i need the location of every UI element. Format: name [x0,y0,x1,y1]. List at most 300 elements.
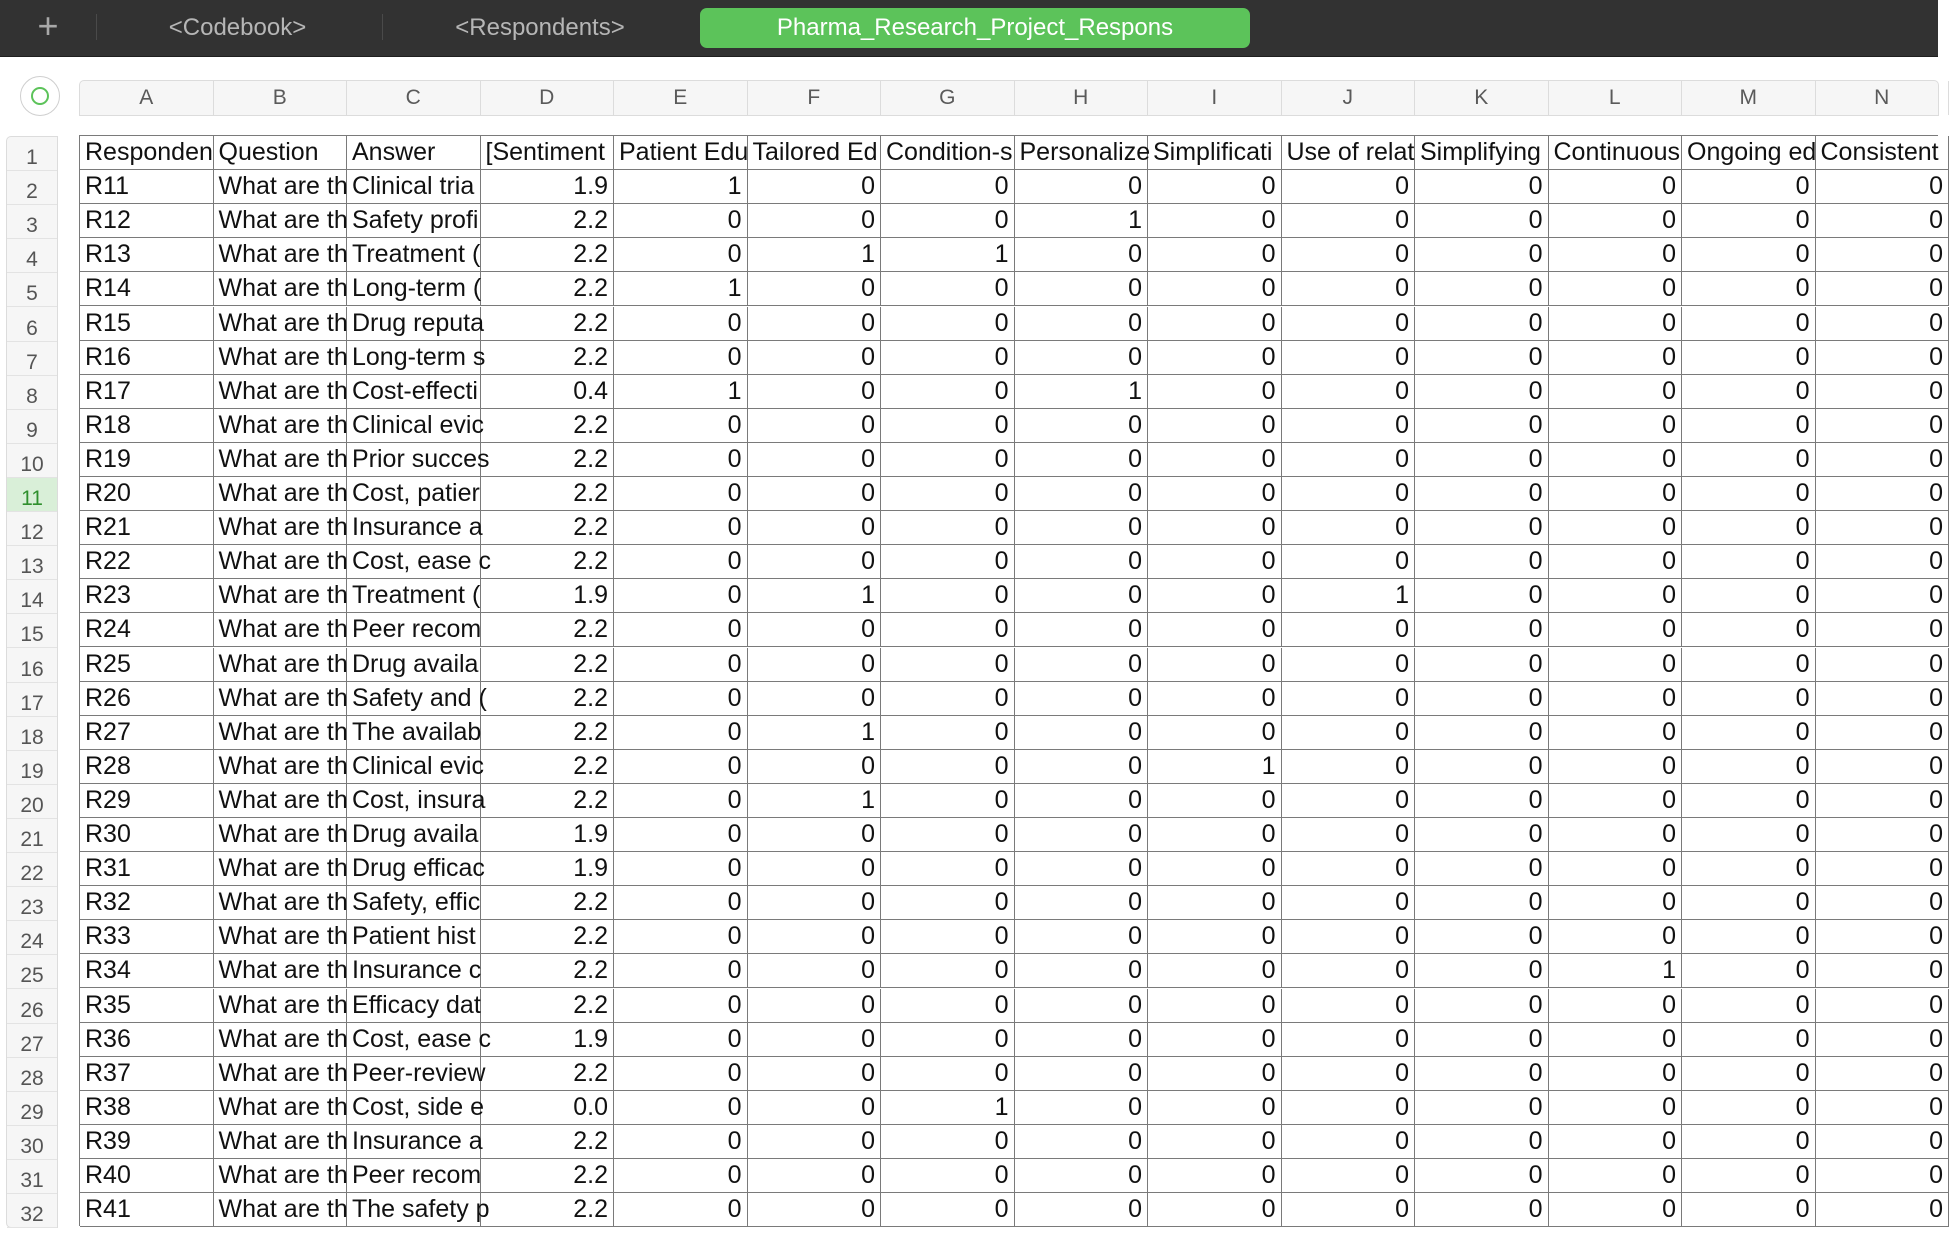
table-cell[interactable]: The availab [347,716,481,750]
table-cell[interactable]: Drug reputa [347,307,481,341]
table-cell[interactable]: 0 [1682,682,1816,716]
table-cell[interactable]: 0 [1282,511,1416,545]
table-cell[interactable]: 0 [614,886,748,920]
table-cell[interactable]: 0 [1816,341,1949,375]
table-cell[interactable]: R39 [80,1125,214,1159]
row-header-27[interactable]: 27 [7,1024,57,1058]
table-cell[interactable]: 0 [614,648,748,682]
table-cell[interactable]: 0 [1015,852,1149,886]
table-cell[interactable]: Clinical evic [347,750,481,784]
column-header-n[interactable]: N [1816,81,1949,115]
table-cell[interactable]: Efficacy dat [347,989,481,1023]
table-cell[interactable]: 0 [881,341,1015,375]
table-cell[interactable]: Drug availa [347,818,481,852]
table-cell[interactable]: Peer recom [347,1159,481,1193]
table-cell[interactable]: 1 [748,238,882,272]
table-cell[interactable]: 0 [881,682,1015,716]
column-title-i[interactable]: Simplificati [1148,136,1282,170]
table-cell[interactable]: 0 [1682,1193,1816,1227]
column-header-b[interactable]: B [214,81,348,115]
table-cell[interactable]: 1 [881,1091,1015,1125]
add-sheet-button[interactable]: + [28,6,68,46]
table-cell[interactable]: 0 [614,579,748,613]
table-cell[interactable]: 0 [1015,238,1149,272]
table-cell[interactable]: 0 [1549,1159,1683,1193]
row-header-8[interactable]: 8 [7,376,57,410]
table-cell[interactable]: 0 [1015,648,1149,682]
table-cell[interactable]: 0 [1282,954,1416,988]
table-cell[interactable]: 0 [1282,1023,1416,1057]
table-cell[interactable]: 2.2 [481,750,615,784]
table-cell[interactable]: 0 [1816,511,1949,545]
table-cell[interactable]: R31 [80,852,214,886]
table-cell[interactable]: 0 [1282,1125,1416,1159]
table-cell[interactable]: 0 [1282,545,1416,579]
table-cell[interactable]: 0 [1015,477,1149,511]
table-cell[interactable]: 0 [1282,341,1416,375]
table-cell[interactable]: 0 [1816,954,1949,988]
table-cell[interactable]: 0 [1682,954,1816,988]
table-cell[interactable]: 0 [614,1057,748,1091]
table-cell[interactable]: 0 [748,341,882,375]
table-cell[interactable]: 0 [1415,1125,1549,1159]
table-cell[interactable]: 2.2 [481,716,615,750]
table-cell[interactable]: 0 [1415,170,1549,204]
table-cell[interactable]: Safety profi [347,204,481,238]
table-cell[interactable]: 0 [1415,648,1549,682]
table-cell[interactable]: 1.9 [481,852,615,886]
table-cell[interactable]: What are th [214,204,348,238]
table-cell[interactable]: 0 [1148,886,1282,920]
table-cell[interactable]: 0 [1415,716,1549,750]
table-cell[interactable]: What are th [214,648,348,682]
table-cell[interactable]: 2.2 [481,511,615,545]
column-header-c[interactable]: C [347,81,481,115]
row-header-2[interactable]: 2 [7,171,57,205]
table-cell[interactable]: 0 [748,443,882,477]
table-cell[interactable]: 0 [614,682,748,716]
table-cell[interactable]: What are th [214,238,348,272]
table-cell[interactable]: 0 [1015,1193,1149,1227]
table-cell[interactable]: 0 [1816,443,1949,477]
table-cell[interactable]: 2.2 [481,204,615,238]
table-cell[interactable]: 0 [614,989,748,1023]
table-cell[interactable]: 0 [1415,613,1549,647]
table-cell[interactable]: What are th [214,613,348,647]
column-title-b[interactable]: Question [214,136,348,170]
table-cell[interactable]: 0 [1148,1159,1282,1193]
table-cell[interactable]: 0 [748,954,882,988]
table-cell[interactable]: R14 [80,272,214,306]
table-cell[interactable]: 0 [1549,716,1683,750]
table-cell[interactable]: R12 [80,204,214,238]
table-cell[interactable]: 0 [1015,1023,1149,1057]
table-cell[interactable]: 0 [1282,818,1416,852]
table-cell[interactable]: R16 [80,341,214,375]
table-cell[interactable]: 0 [1415,989,1549,1023]
row-header-12[interactable]: 12 [7,512,57,546]
table-cell[interactable]: 0 [1816,852,1949,886]
table-cell[interactable]: 0 [881,852,1015,886]
table-cell[interactable]: 0 [614,477,748,511]
column-title-e[interactable]: Patient Edu [614,136,748,170]
table-cell[interactable]: 0 [1682,716,1816,750]
table-cell[interactable]: Treatment ( [347,579,481,613]
table-cell[interactable]: 0 [1816,1091,1949,1125]
table-cell[interactable]: 0 [1415,307,1549,341]
table-cell[interactable]: 0 [1816,409,1949,443]
column-title-l[interactable]: Continuous [1549,136,1683,170]
table-cell[interactable]: 0 [1682,818,1816,852]
table-cell[interactable]: 0 [1015,1125,1149,1159]
table-cell[interactable]: 0 [1415,443,1549,477]
table-cell[interactable]: 0 [1816,579,1949,613]
table-cell[interactable]: 0.0 [481,1091,615,1125]
table-cell[interactable]: 0 [1282,443,1416,477]
table-cell[interactable]: 2.2 [481,1057,615,1091]
table-cell[interactable]: 0 [1148,238,1282,272]
table-cell[interactable]: 0 [1549,375,1683,409]
table-cell[interactable]: What are th [214,477,348,511]
table-cell[interactable]: 0 [1148,1023,1282,1057]
table-cell[interactable]: 0 [1816,648,1949,682]
table-cell[interactable]: What are th [214,409,348,443]
table-cell[interactable]: Cost, side e [347,1091,481,1125]
table-cell[interactable]: 0 [1282,375,1416,409]
row-header-9[interactable]: 9 [7,410,57,444]
table-cell[interactable]: 0 [748,1057,882,1091]
table-cell[interactable]: 0 [1682,648,1816,682]
table-cell[interactable]: 0 [1549,1057,1683,1091]
table-cell[interactable]: R21 [80,511,214,545]
table-cell[interactable]: 0 [1682,409,1816,443]
table-cell[interactable]: 1 [748,784,882,818]
table-cell[interactable]: Cost, insura [347,784,481,818]
table-cell[interactable]: 0 [1015,579,1149,613]
table-cell[interactable]: R13 [80,238,214,272]
table-cell[interactable]: 0 [1682,1125,1816,1159]
table-cell[interactable]: 0 [1415,477,1549,511]
table-cell[interactable]: Cost, patier [347,477,481,511]
row-header-32[interactable]: 32 [7,1194,57,1228]
table-cell[interactable]: Long-term ( [347,272,481,306]
table-cell[interactable]: 0 [1148,818,1282,852]
table-cell[interactable]: 0 [1282,307,1416,341]
table-cell[interactable]: Prior succes [347,443,481,477]
table-cell[interactable]: What are th [214,511,348,545]
table-cell[interactable]: 0 [1549,272,1683,306]
table-cell[interactable]: 0 [881,613,1015,647]
table-cell[interactable]: 0 [748,682,882,716]
table-cell[interactable]: 0 [748,477,882,511]
table-cell[interactable]: 0 [1015,682,1149,716]
table-cell[interactable]: 0 [1415,1057,1549,1091]
table-cell[interactable]: 0 [1549,852,1683,886]
table-cell[interactable]: 0 [1015,784,1149,818]
table-cell[interactable]: R29 [80,784,214,818]
table-cell[interactable]: 0 [614,1193,748,1227]
table-cell[interactable]: 0 [1148,1091,1282,1125]
table-cell[interactable]: R23 [80,579,214,613]
table-cell[interactable]: 0 [614,852,748,886]
row-header-20[interactable]: 20 [7,785,57,819]
table-cell[interactable]: 0 [748,1091,882,1125]
table-cell[interactable]: 0 [1549,204,1683,238]
column-header-a[interactable]: A [80,81,214,115]
table-cell[interactable]: 2.2 [481,613,615,647]
column-header-f[interactable]: F [748,81,882,115]
table-cell[interactable]: 0 [1682,204,1816,238]
table-cell[interactable]: R36 [80,1023,214,1057]
table-cell[interactable]: 0 [1015,818,1149,852]
table-cell[interactable]: 0 [1015,1159,1149,1193]
table-cell[interactable]: 0 [1148,613,1282,647]
table-cell[interactable]: 0 [881,307,1015,341]
table-cell[interactable]: 0 [748,511,882,545]
table-cell[interactable]: 0 [748,818,882,852]
table-cell[interactable]: 0 [881,920,1015,954]
table-cell[interactable]: 0 [1015,307,1149,341]
table-cell[interactable]: 0 [1816,1193,1949,1227]
table-cell[interactable]: What are th [214,545,348,579]
table-cell[interactable]: 0 [881,989,1015,1023]
table-cell[interactable]: 0 [1816,920,1949,954]
table-cell[interactable]: 1 [1282,579,1416,613]
table-cell[interactable]: 0 [881,716,1015,750]
table-cell[interactable]: 0 [1148,545,1282,579]
table-cell[interactable]: 0 [1682,1091,1816,1125]
table-cell[interactable]: 1 [748,579,882,613]
table-cell[interactable]: 0 [1549,648,1683,682]
table-cell[interactable]: 0 [1816,716,1949,750]
table-cell[interactable]: 0 [1282,920,1416,954]
table-cell[interactable]: 0 [614,409,748,443]
table-cell[interactable]: 0 [614,511,748,545]
table-cell[interactable]: What are th [214,375,348,409]
table-cell[interactable]: 0 [1415,954,1549,988]
column-title-j[interactable]: Use of relat [1282,136,1416,170]
table-cell[interactable]: 2.2 [481,307,615,341]
table-cell[interactable]: 0 [1415,1193,1549,1227]
table-cell[interactable]: 0 [1282,613,1416,647]
table-cell[interactable]: 0 [1148,648,1282,682]
table-cell[interactable]: 2.2 [481,238,615,272]
table-cell[interactable]: What are th [214,307,348,341]
table-cell[interactable]: 0 [1682,511,1816,545]
table-cell[interactable]: 0 [881,648,1015,682]
table-cell[interactable]: 0 [1816,886,1949,920]
table-cell[interactable]: 0 [1415,204,1549,238]
column-header-m[interactable]: M [1682,81,1816,115]
table-cell[interactable]: What are th [214,954,348,988]
table-cell[interactable]: 0 [1682,272,1816,306]
table-cell[interactable]: What are th [214,443,348,477]
table-cell[interactable]: 0 [1015,272,1149,306]
column-header-g[interactable]: G [881,81,1015,115]
table-cell[interactable]: 0 [1148,443,1282,477]
select-all-button[interactable] [20,76,60,116]
table-cell[interactable]: 0.4 [481,375,615,409]
table-cell[interactable]: 0 [1415,272,1549,306]
column-title-h[interactable]: Personalize [1015,136,1149,170]
column-header-j[interactable]: J [1282,81,1416,115]
table-cell[interactable]: 1 [1015,375,1149,409]
table-cell[interactable]: 0 [1148,307,1282,341]
table-cell[interactable]: 0 [1682,307,1816,341]
table-cell[interactable]: 0 [1549,989,1683,1023]
table-cell[interactable]: 0 [748,1193,882,1227]
table-cell[interactable]: 0 [1816,204,1949,238]
table-cell[interactable]: 2.2 [481,920,615,954]
table-cell[interactable]: 0 [1015,1057,1149,1091]
table-cell[interactable]: 1 [614,170,748,204]
table-cell[interactable]: 0 [881,545,1015,579]
table-cell[interactable]: 0 [1282,784,1416,818]
table-cell[interactable]: 0 [1015,613,1149,647]
table-cell[interactable]: 0 [1282,477,1416,511]
table-cell[interactable]: 0 [1816,272,1949,306]
table-cell[interactable]: Safety and ( [347,682,481,716]
table-cell[interactable]: Peer recom [347,613,481,647]
table-cell[interactable]: 0 [1816,989,1949,1023]
column-header-i[interactable]: I [1148,81,1282,115]
table-cell[interactable]: 0 [614,784,748,818]
table-cell[interactable]: 0 [881,511,1015,545]
table-cell[interactable]: 0 [614,613,748,647]
table-cell[interactable]: What are th [214,272,348,306]
table-cell[interactable]: 0 [881,1125,1015,1159]
table-cell[interactable]: R20 [80,477,214,511]
table-cell[interactable]: 0 [1549,238,1683,272]
table-cell[interactable]: 0 [614,750,748,784]
table-cell[interactable]: R24 [80,613,214,647]
table-cell[interactable]: 0 [748,1023,882,1057]
table-cell[interactable]: What are th [214,818,348,852]
table-cell[interactable]: 0 [1282,1091,1416,1125]
table-cell[interactable]: 0 [881,1159,1015,1193]
table-cell[interactable]: 2.2 [481,409,615,443]
table-cell[interactable]: 1 [748,716,882,750]
table-cell[interactable]: R40 [80,1159,214,1193]
table-cell[interactable]: 0 [748,545,882,579]
tab-codebook[interactable]: <Codebook> [110,8,365,48]
table-cell[interactable]: 0 [1816,238,1949,272]
table-cell[interactable]: 0 [881,1193,1015,1227]
table-cell[interactable]: 0 [748,170,882,204]
table-cell[interactable]: 0 [1549,886,1683,920]
tab-pharma-research-project[interactable]: Pharma_Research_Project_Respons [700,8,1250,48]
table-cell[interactable]: R11 [80,170,214,204]
table-cell[interactable]: 0 [1148,989,1282,1023]
table-cell[interactable]: Long-term s [347,341,481,375]
table-cell[interactable]: 0 [881,204,1015,238]
table-cell[interactable]: 0 [1148,1057,1282,1091]
table-cell[interactable]: 0 [1282,886,1416,920]
table-cell[interactable]: 0 [1415,238,1549,272]
table-cell[interactable]: 0 [1015,750,1149,784]
table-cell[interactable]: 0 [614,545,748,579]
row-header-3[interactable]: 3 [7,205,57,239]
table-cell[interactable]: 0 [748,989,882,1023]
table-cell[interactable]: 0 [1148,409,1282,443]
table-cell[interactable]: 0 [1682,1023,1816,1057]
table-cell[interactable]: 0 [881,579,1015,613]
row-header-7[interactable]: 7 [7,342,57,376]
table-cell[interactable]: 0 [1682,1159,1816,1193]
table-cell[interactable]: 0 [1415,852,1549,886]
table-cell[interactable]: 0 [1549,682,1683,716]
table-cell[interactable]: What are th [214,341,348,375]
table-cell[interactable]: 0 [1415,409,1549,443]
table-cell[interactable]: 0 [1415,579,1549,613]
table-cell[interactable]: 0 [1148,954,1282,988]
table-cell[interactable]: R32 [80,886,214,920]
table-cell[interactable]: R17 [80,375,214,409]
table-cell[interactable]: 0 [614,1159,748,1193]
row-header-10[interactable]: 10 [7,444,57,478]
table-cell[interactable]: 0 [881,409,1015,443]
row-header-19[interactable]: 19 [7,751,57,785]
table-cell[interactable]: 1.9 [481,579,615,613]
table-cell[interactable]: 0 [1148,1193,1282,1227]
table-cell[interactable]: What are th [214,1023,348,1057]
row-header-26[interactable]: 26 [7,990,57,1024]
table-cell[interactable]: 0 [1549,307,1683,341]
table-cell[interactable]: 0 [614,1091,748,1125]
table-cell[interactable]: 0 [1549,613,1683,647]
table-cell[interactable]: 0 [614,1023,748,1057]
tab-respondents[interactable]: <Respondents> [400,8,680,48]
table-cell[interactable]: 0 [1549,579,1683,613]
table-cell[interactable]: 0 [1148,920,1282,954]
table-cell[interactable]: 0 [748,409,882,443]
table-cell[interactable]: 2.2 [481,989,615,1023]
row-header-13[interactable]: 13 [7,546,57,580]
table-cell[interactable]: 0 [1148,511,1282,545]
row-header-18[interactable]: 18 [7,717,57,751]
row-header-15[interactable]: 15 [7,614,57,648]
table-cell[interactable]: 0 [881,1057,1015,1091]
table-cell[interactable]: 0 [1282,170,1416,204]
table-cell[interactable]: What are th [214,716,348,750]
table-cell[interactable]: Treatment ( [347,238,481,272]
table-cell[interactable]: 0 [1816,375,1949,409]
table-cell[interactable]: 0 [1148,477,1282,511]
column-title-c[interactable]: Answer [347,136,481,170]
table-cell[interactable]: 0 [614,716,748,750]
table-cell[interactable]: 0 [1682,477,1816,511]
row-header-11[interactable]: 11 [7,478,57,512]
table-cell[interactable]: 0 [1415,1091,1549,1125]
table-cell[interactable]: 0 [1549,1125,1683,1159]
table-cell[interactable]: 0 [1148,579,1282,613]
table-cell[interactable]: 0 [1148,716,1282,750]
table-cell[interactable]: R38 [80,1091,214,1125]
table-cell[interactable]: 0 [1015,954,1149,988]
table-cell[interactable]: What are th [214,989,348,1023]
table-cell[interactable]: 0 [881,954,1015,988]
row-header-16[interactable]: 16 [7,649,57,683]
row-header-5[interactable]: 5 [7,273,57,307]
table-cell[interactable]: 0 [1148,341,1282,375]
column-title-d[interactable]: [Sentiment [481,136,615,170]
table-cell[interactable]: 0 [1816,1125,1949,1159]
table-cell[interactable]: 1.9 [481,1023,615,1057]
column-header-l[interactable]: L [1549,81,1683,115]
table-cell[interactable]: What are th [214,852,348,886]
table-cell[interactable]: 0 [1682,238,1816,272]
table-cell[interactable]: 0 [1282,750,1416,784]
